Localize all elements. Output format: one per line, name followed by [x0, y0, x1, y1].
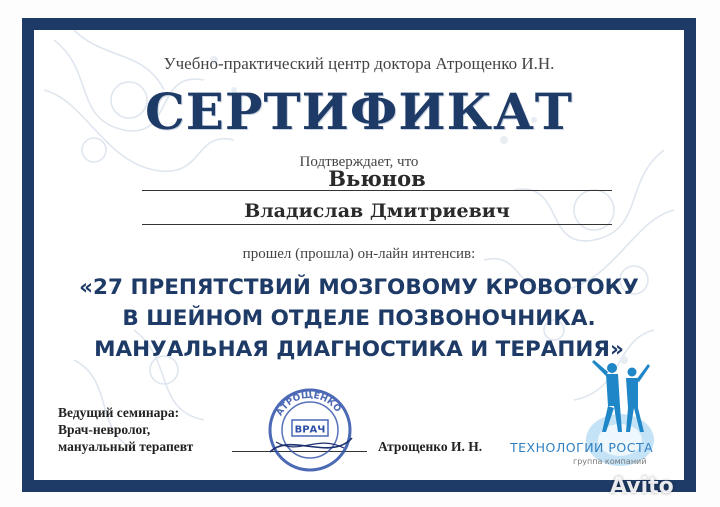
- recipient-surname: Вьюнов: [328, 166, 426, 191]
- course-title-line: В ШЕЙНОМ ОТДЕЛЕ ПОЗВОНОЧНИКА.: [122, 306, 596, 331]
- brand-subtitle: группа компаний: [573, 457, 647, 466]
- course-title: [44, 272, 674, 365]
- lead-role-line: Ведущий семинара:: [58, 405, 180, 420]
- stamp-center-text: ВРАЧ: [294, 424, 326, 436]
- lead-role-line: Врач-невролог,: [58, 422, 151, 437]
- issuer-line: Учебно-практический центр доктора Атрощенко И.Н.: [163, 54, 555, 73]
- brand-name: ТЕХНОЛОГИИ РОСТА: [510, 440, 654, 455]
- surname-underline: [142, 190, 612, 191]
- passed-text: прошел (прошла) он-лайн интенсив:: [242, 246, 476, 262]
- seminar-lead-block: [58, 404, 193, 455]
- given-names-underline: [142, 224, 612, 225]
- certificate-title: СЕРТИФИКАТ: [144, 82, 574, 141]
- confirms-text: Подтверждает, что: [299, 154, 419, 170]
- course-title-line: «27 ПРЕПЯТСТВИЙ МОЗГОВОМУ КРОВОТОКУ: [79, 275, 639, 300]
- recipient-given-names: Владислав Дмитриевич: [244, 200, 510, 222]
- stamp-ring-text: АТРОЩЕНКО: [274, 390, 343, 418]
- avito-watermark: Avito: [610, 474, 674, 499]
- doctor-stamp: [260, 382, 360, 478]
- certificate-frame: [22, 18, 696, 492]
- course-title-line: МАНУАЛЬНАЯ ДИАГНОСТИКА И ТЕРАПИЯ»: [94, 337, 624, 362]
- signature-name: Атрощенко И. Н.: [378, 439, 483, 454]
- lead-role-line: мануальный терапевт: [58, 439, 194, 454]
- certificate-body: [34, 30, 684, 480]
